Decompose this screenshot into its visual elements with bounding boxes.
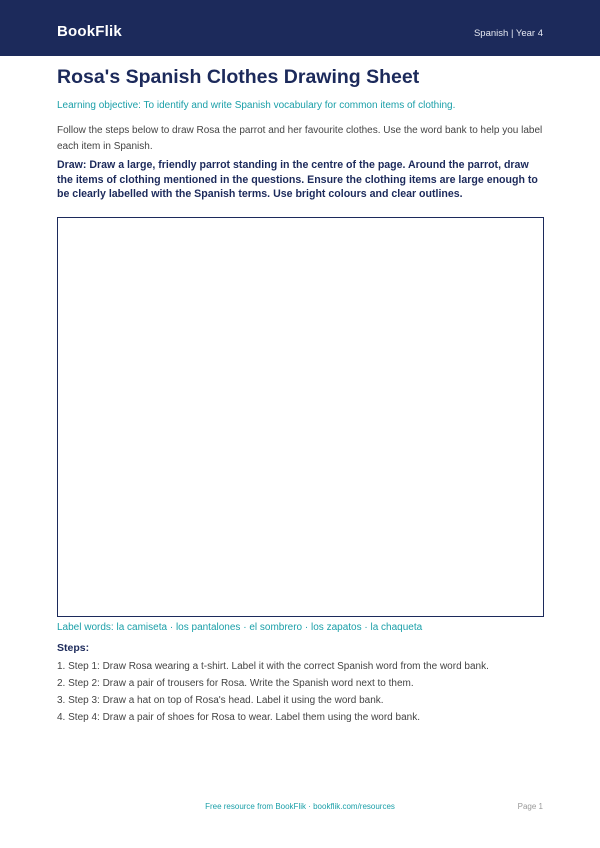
word-bank: Label words: la camiseta · los pantalones · el sombrero · los zapatos · la chaqueta [57,622,423,633]
footer-credit: Free resource from BookFlik · bookflik.com/resources [205,802,395,811]
step-item: 2. Step 2: Draw a pair of trousers for Rosa. Write the Spanish word next to them. [57,678,414,689]
step-item: 3. Step 3: Draw a hat on top of Rosa's head. Label it using the word bank. [57,695,384,706]
brand-logo-text: BookFlik [57,23,122,40]
page-title: Rosa's Spanish Clothes Drawing Sheet [57,66,420,88]
page-header [0,0,600,56]
step-item: 4. Step 4: Draw a pair of shoes for Rosa to wear. Label them using the word bank. [57,712,420,723]
drawing-area[interactable] [57,217,544,617]
steps-list [57,661,547,729]
learning-objective: Learning objective: To identify and write Spanish vocabulary for common items of clothing. [57,100,456,111]
subject-year-label: Spanish | Year 4 [473,28,543,39]
page-number: Page 1 [517,802,543,811]
steps-heading: Steps: [57,642,90,654]
draw-instruction: Draw: Draw a large, friendly parrot standing in the centre of the page. Around the parrot, draw the items of clothing mentioned in the questions. Ensure the clothing items are large enough to be clearly labelled with the Spanish terms. Use bright colours and clear outlines. [57,159,538,200]
step-item: 1. Step 1: Draw Rosa wearing a t-shirt. Label it with the correct Spanish word from the word bank. [57,661,489,672]
intro-text: Follow the steps below to draw Rosa the parrot and her favourite clothes. Use the word bank to help you label each item in Spanish. [57,125,543,152]
